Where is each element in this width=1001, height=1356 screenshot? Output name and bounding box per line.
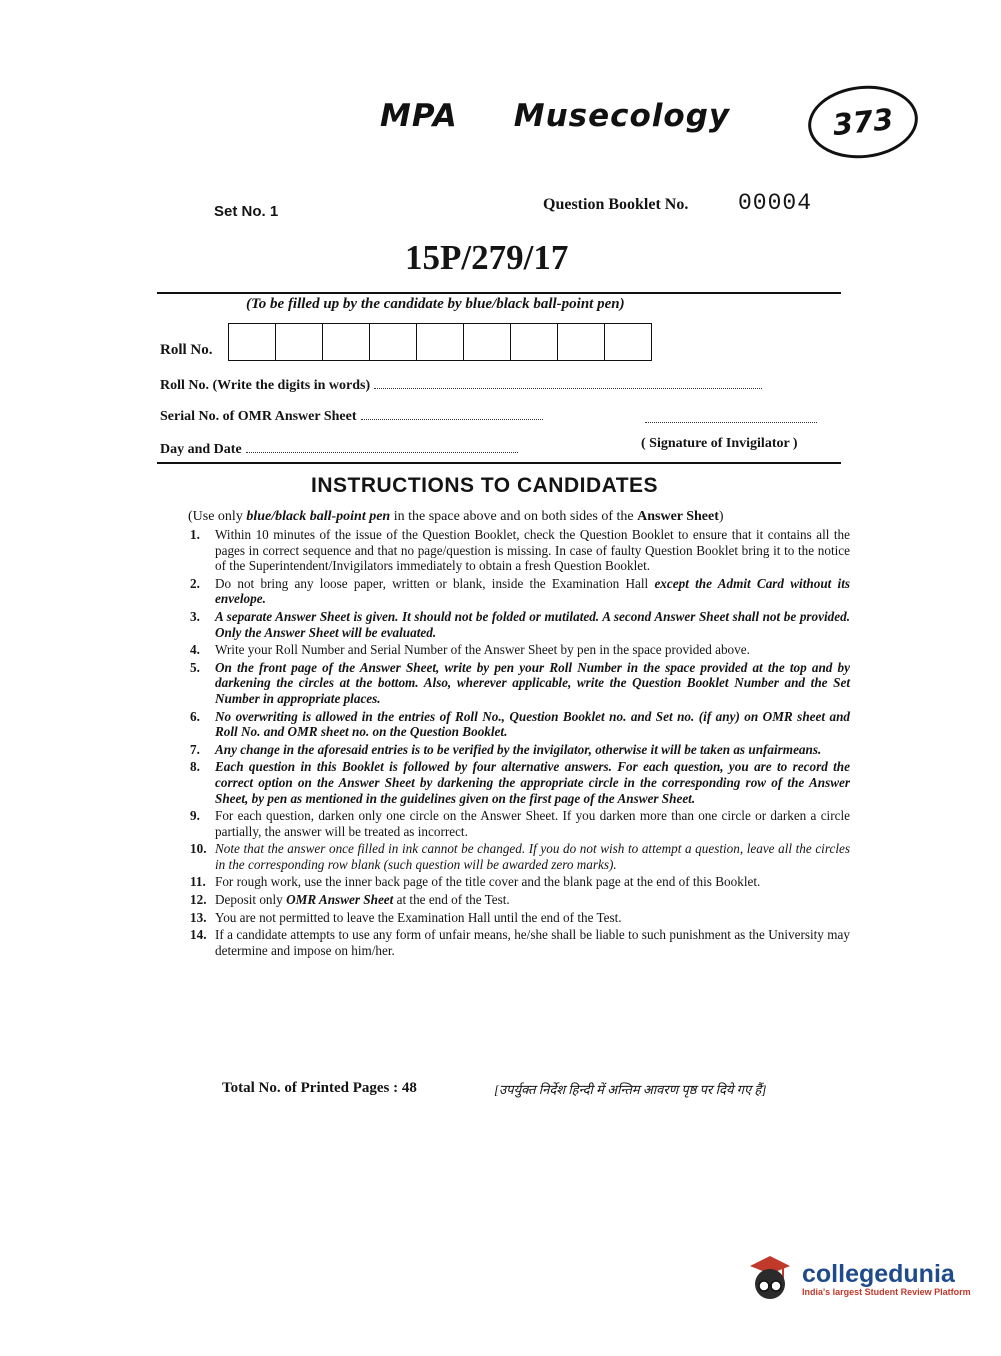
instructions-note: (Use only blue/black ball-point pen in the space above and on both sides of the Answer Sheet)	[188, 509, 724, 524]
signature-line[interactable]	[645, 412, 817, 423]
fill-instruction: (To be filled up by the candidate by blue/black ball-point pen)	[246, 296, 625, 312]
handwritten-code: 373	[831, 101, 895, 143]
roll-digit-box[interactable]	[605, 324, 651, 360]
instruction-item: 9. For each question, darken only one circle on the Answer Sheet. If you darken more than one circle or darken a circle partially, the answer will be treated as incorrect.	[190, 808, 850, 839]
roll-digit-box[interactable]	[417, 324, 464, 360]
day-date-label: Day and Date	[160, 442, 242, 457]
day-date-field[interactable]	[160, 441, 518, 458]
day-date-line[interactable]	[246, 441, 518, 453]
roll-no-boxes[interactable]	[228, 323, 652, 361]
brand-name: collegedunia	[802, 1259, 955, 1288]
collegedunia-logo[interactable]	[744, 1252, 971, 1304]
serial-omr-label: Serial No. of OMR Answer Sheet	[160, 409, 357, 424]
roll-digit-box[interactable]	[323, 324, 370, 360]
instruction-item: 6. No overwriting is allowed in the entries of Roll No., Question Booklet no. and Set no. (if any) on OMR sheet and Roll No. and OMR sheet no. on the Question Booklet.	[190, 708, 850, 740]
roll-no-words-field[interactable]	[160, 377, 762, 394]
handwritten-code-circle	[805, 80, 922, 163]
roll-no-words-label: Roll No. (Write the digits in words)	[160, 378, 371, 393]
roll-no-label: Roll No.	[160, 342, 213, 358]
handwritten-subject	[380, 98, 786, 134]
handwritten-program: MPA	[380, 98, 458, 134]
instruction-item: 5. On the front page of the Answer Sheet, write by pen your Roll Number in the space provided at the top and by darkening the circles at the bottom. Also, wherever applicable, write the Question Booklet Number and the Set Number in appropriate places.	[190, 659, 850, 706]
roll-digit-box[interactable]	[511, 324, 558, 360]
roll-digit-box[interactable]	[370, 324, 417, 360]
instruction-item: 1. Within 10 minutes of the issue of the Question Booklet, check the Question Booklet to ensure that it contains all the pages in correct sequence and that no page/question is missing. In case of faulty Question Booklet bring it to the notice of the Superintendent/Invigilators immediately to obtain a fresh Question Booklet.	[190, 527, 850, 574]
paper-code: 15P/279/17	[405, 238, 569, 277]
signature-label: ( Signature of Invigilator )	[641, 436, 798, 451]
instruction-item: 14. If a candidate attempts to use any form of unfair means, he/she shall be liable to such punishment as the University may determine and impose on him/her.	[190, 927, 850, 958]
booklet-number: 00004	[738, 190, 813, 216]
serial-omr-line[interactable]	[361, 408, 543, 420]
roll-no-words-line[interactable]	[374, 377, 762, 389]
instruction-item: 11. For rough work, use the inner back page of the title cover and the blank page at the end of this Booklet.	[190, 874, 761, 890]
handwritten-subject-name: Musecology	[513, 98, 731, 134]
divider-bottom	[157, 462, 841, 464]
instruction-item: 10. Note that the answer once filled in ink cannot be changed. If you do not wish to attempt a question, leave all the circles in the corresponding row blank (such question will be awarded zero marks).	[190, 841, 850, 872]
instructions-list	[190, 527, 850, 960]
booklet-number-label: Question Booklet No.	[543, 196, 689, 213]
hindi-note: [उपर्युक्त निर्देश हिन्दी में अन्तिम आवरण पृष्ठ पर दिये गए हैं]	[494, 1082, 767, 1097]
logo-text	[802, 1260, 971, 1297]
total-pages: Total No. of Printed Pages : 48	[222, 1080, 417, 1096]
divider-top	[157, 292, 841, 294]
instruction-item: 8. Each question in this Booklet is followed by four alternative answers. For each question, you are to record the correct option on the Answer Sheet by darkening the appropriate circle in the corresponding row of the Answer Sheet, by pen as mentioned in the guidelines given on the first page of the Answer Sheet.	[190, 759, 850, 806]
roll-digit-box[interactable]	[229, 324, 276, 360]
instruction-item: 7. Any change in the aforesaid entries is to be verified by the invigilator, otherwise it will be taken as unfairmeans.	[190, 741, 822, 757]
instruction-item: 12. Deposit only OMR Answer Sheet at the end of the Test.	[190, 892, 510, 908]
instruction-item: 2. Do not bring any loose paper, written or blank, inside the Examination Hall except the Admit Card without its envelope.	[190, 575, 851, 607]
instruction-item: 3. A separate Answer Sheet is given. It should not be folded or mutilated. A second Answer Sheet shall not be provided. Only the Answer Sheet will be evaluated.	[190, 608, 850, 640]
roll-digit-box[interactable]	[464, 324, 511, 360]
instruction-item: 4. Write your Roll Number and Serial Number of the Answer Sheet by pen in the space provided above.	[190, 642, 750, 658]
serial-omr-field[interactable]	[160, 408, 543, 425]
roll-digit-box[interactable]	[276, 324, 323, 360]
instructions-title: INSTRUCTIONS TO CANDIDATES	[311, 474, 659, 497]
mascot-icon	[744, 1252, 796, 1304]
instruction-item: 13. You are not permitted to leave the Examination Hall until the end of the Test.	[190, 909, 622, 925]
brand-tagline: India's largest Student Review Platform	[802, 1286, 971, 1297]
roll-digit-box[interactable]	[558, 324, 605, 360]
set-number: Set No. 1	[214, 203, 279, 220]
